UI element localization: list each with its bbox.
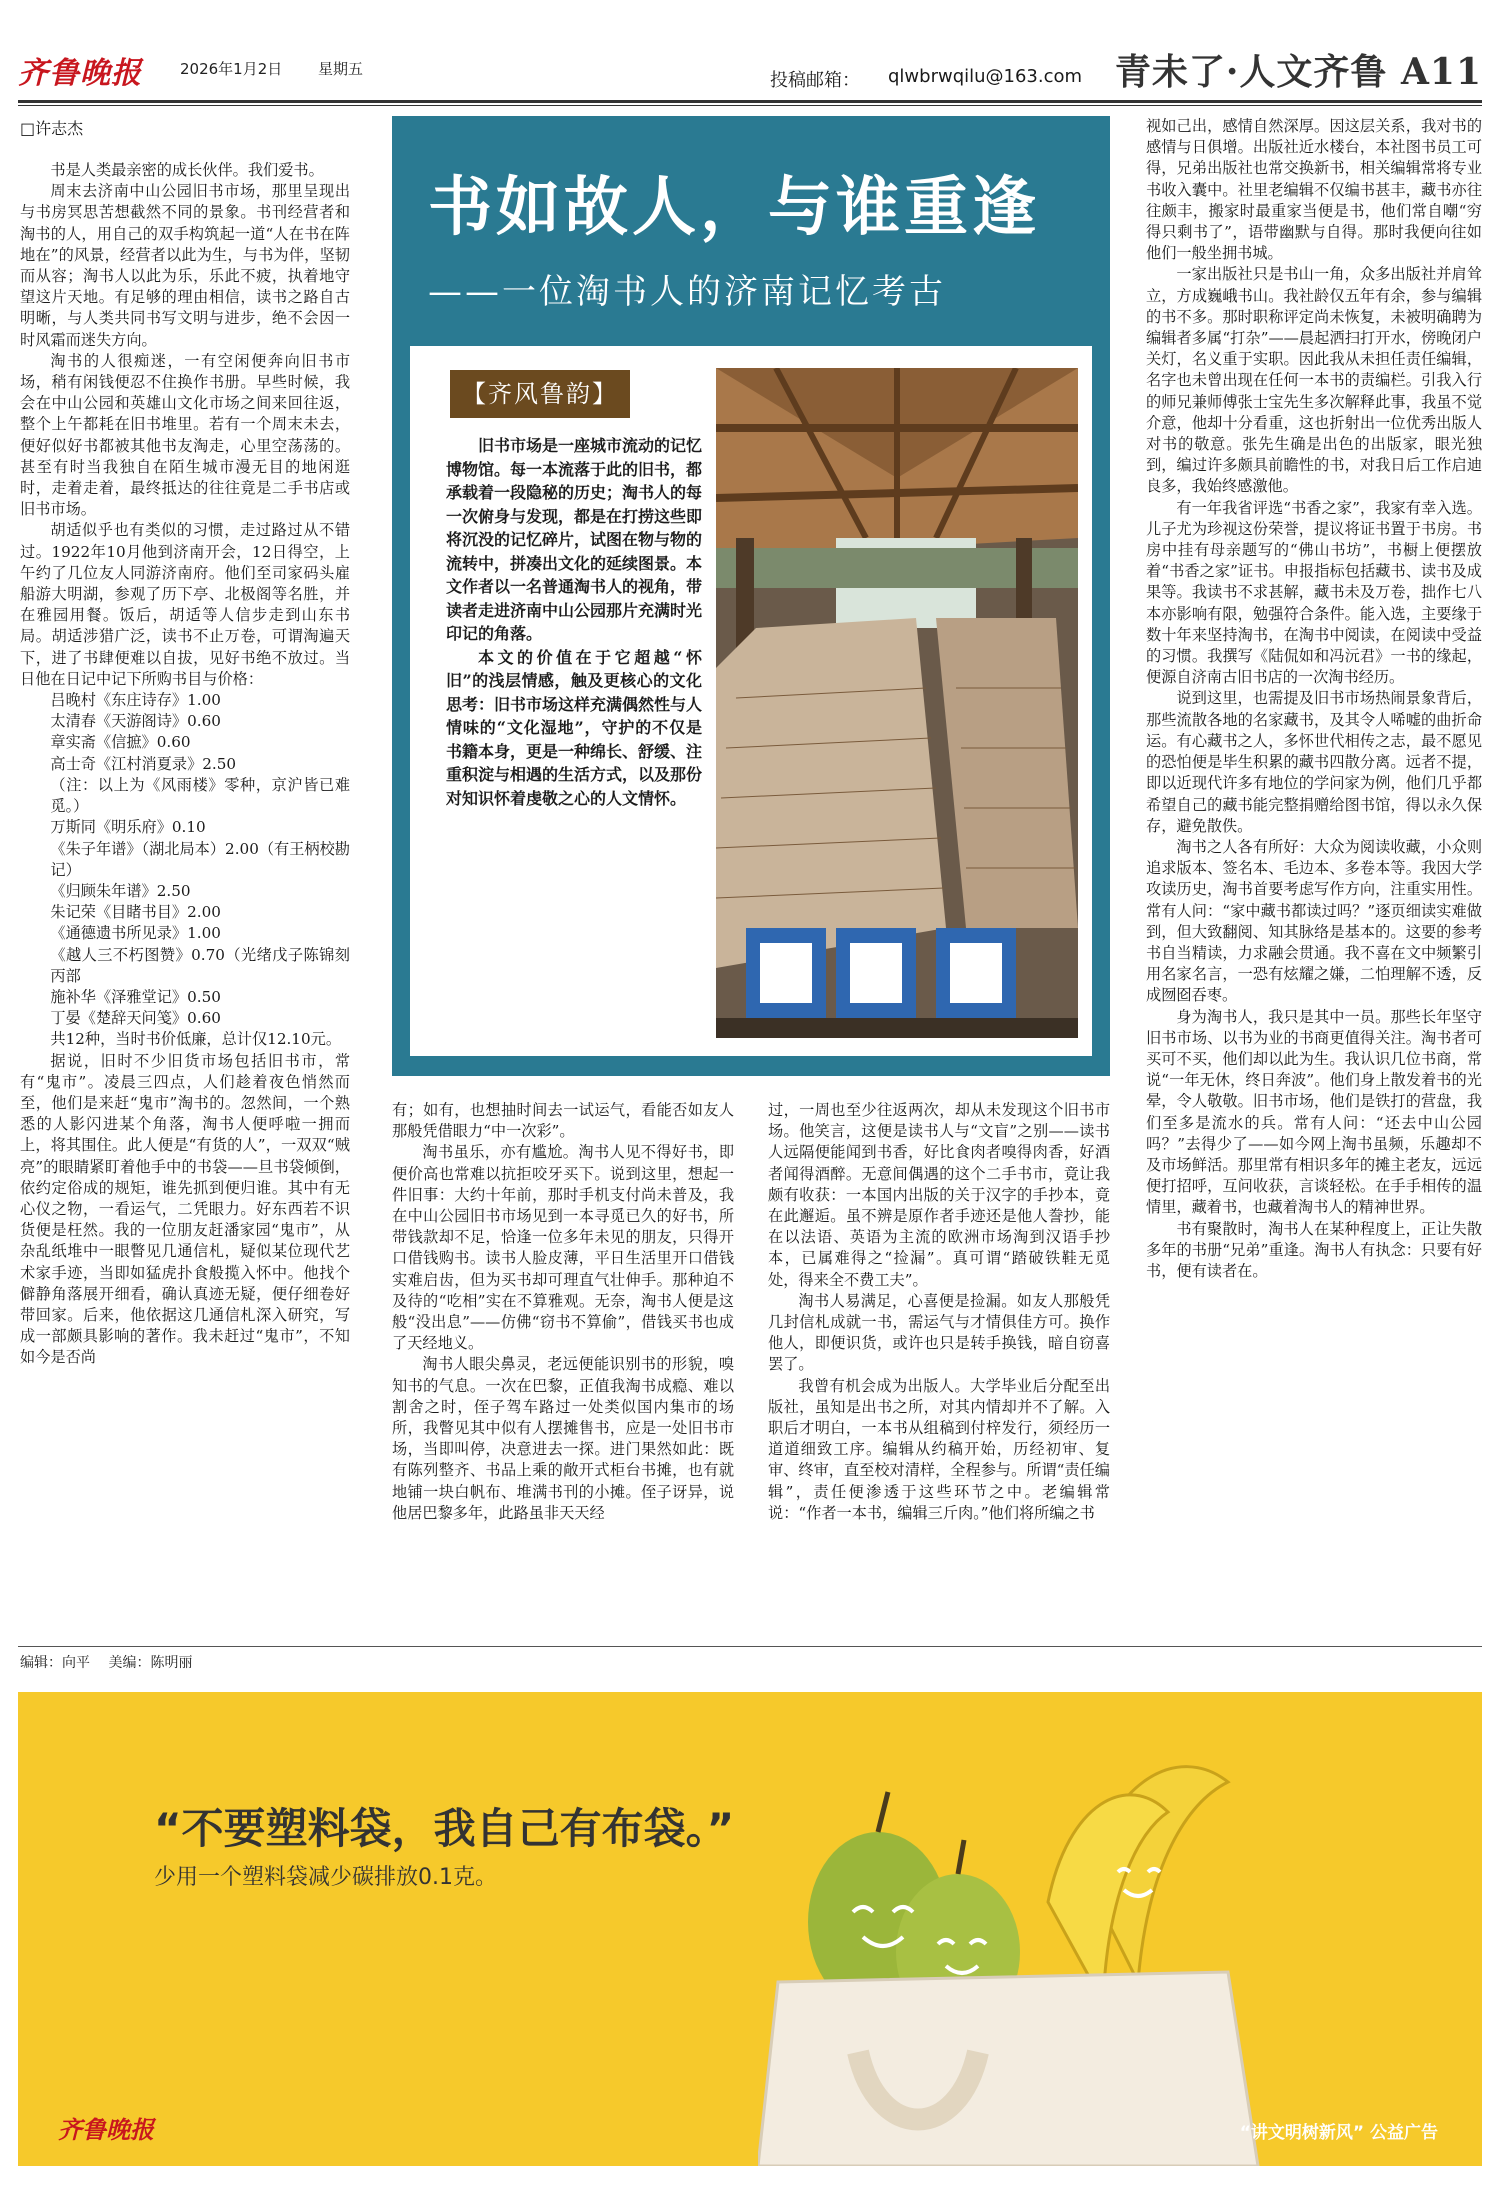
paragraph: 我曾有机会成为出版人。大学毕业后分配至出版社，虽知是出书之所，对其内情却并不了解。入职后才明白，一本书从组稿到付梓发行，须经历一道道细致工序。编辑从约稿开始，历经初审、复审、终审，直至校对清样，全程参与。所谓“责任编辑”，责任便渗透于这些环节之中。老编辑常说：“作者一本书，编辑三斤肉。”他们将所编之书 bbox=[768, 1376, 1110, 1522]
book-list-item: 万斯同《明乐府》0.10 bbox=[50, 818, 206, 837]
paragraph: 淘书之人各有所好：大众为阅读收藏，小众则追求版本、签名本、毛边本、多卷本等。我因大学攻读历史，淘书首要考虑写作方向，注重实用性。常有人问：“家中藏书都读过吗？”逐页细读实难做到，但大致翻阅、知其脉络是基本的。这要的参考书自当精读，力求融会贯通。我不喜在文中频繁引用名家名言，一恐有炫耀之嫌，二怕理解不透，反成囫囵吞枣。 bbox=[1146, 837, 1482, 1005]
editor-credit: 编辑：向平 bbox=[20, 1655, 90, 1671]
book-list-item: 施补华《泽雅堂记》0.50 bbox=[50, 987, 221, 1006]
book-list-item: 丁晏《楚辞天问笺》0.60 bbox=[50, 1009, 221, 1028]
paragraph: 身为淘书人，我只是其中一员。那些长年坚守旧书市场、以书为业的书商更值得关注。淘书者可买可不买，他们却以此为生。我认识几位书商，常说“一年无休，终日奔波”。他们身上散发着书的光晕，令人敬敬。旧书市场，他们是铁打的营盘，我们至多是流水的兵。常有人问：“还去中山公园吗？”去得少了——如今网上淘书虽频，乐趣却不及市场鲜活。那里常有相识多年的摊主老友，远远便打招呼，互问收获，言谈轻松。在手手相传的温情里，藏着书，也藏着淘书人的精神世界。 bbox=[1146, 1007, 1482, 1217]
public-service-ad bbox=[18, 1692, 1482, 2166]
book-list-item: 吕晚村《东庄诗存》1.00 bbox=[50, 691, 221, 710]
paragraph: 一家出版社只是书山一角，众多出版社并肩耸立，方成巍峨书山。我社龄仅五年有余，参与编辑的书不多。那时职称评定尚未恢复，未被明确聘为编辑者多属“打杂”——晨起洒扫打开水，傍晚闭户关灯，名义重于实职。因此我从未担任责任编辑，名字也未曾出现在任何一本书的责编栏。引我入行的师兄兼师傅张士宝先生多次解释此事，我虽不觉介意，他却十分看重，这也折射出一位优秀出版人对书的敬意。张先生确是出色的出版家，眼光独到，编过许多颇具前瞻性的书，对我日后工作启迪良多，我始终感激他。 bbox=[1146, 265, 1482, 496]
ad-logo: 齐鲁晚报 bbox=[58, 2116, 154, 2144]
credits bbox=[20, 1652, 206, 1672]
book-list-item: 《归顾朱年谱》2.50 bbox=[50, 881, 191, 900]
paragraph: 淘书的人很痴迷，一有空闲便奔向旧书市场，稍有闲钱便忍不住换作书册。早些时候，我会在中山公园和英雄山文化市场之间来回往返，整个上午都耗在旧书堆里。若有一个周末未去，便好似好书都被其他书友淘走，心里空荡荡的。甚至有时当我独自在陌生城市漫无目的地闲逛时，走着走着，最终抵达的往往竟是二手书店或旧书市场。 bbox=[20, 351, 350, 519]
email-label: 投稿邮箱： bbox=[770, 70, 860, 91]
editor-intro bbox=[446, 434, 702, 810]
paragraph: 周末去济南中山公园旧书市场，那里呈现出与书房冥思苦想截然不同的景象。书刊经营者和淘书的人，用自己的双手构筑起一道“人在书在阵地在”的风景，经营者以此为生，与书为伴，坚韧而从容；淘书人以此为乐，乐此不疲，执着地守望这片天地。有足够的理由相信，读书之路自古明晰，与人类共同书写文明与进步，绝不会因一时风霜而迷失方向。 bbox=[20, 182, 350, 349]
book-list-item: 高士奇《江村消夏录》2.50 bbox=[50, 754, 237, 773]
book-list-item: 朱记荣《目睹书目》2.00 bbox=[50, 903, 221, 922]
paragraph: 说到这里，也需提及旧书市场热闹景象背后，那些流散各地的名家藏书，及其令人唏嘘的曲折命运。有心藏书之人，多怀世代相传之志，最不愿见的恐怕便是毕生积累的藏书四散分离。远者不提，即以近现代许多有地位的学问家为例，他们几乎都希望自己的藏书能完整捐赠给图书馆，得以永久保存，避免散佚。 bbox=[1146, 689, 1482, 835]
footer-rule bbox=[18, 1646, 1482, 1647]
ad-campaign-note: “讲文明树新风” 公益广告 bbox=[1239, 2123, 1438, 2143]
article-column-4 bbox=[1146, 116, 1482, 1630]
designer-credit: 美编：陈明丽 bbox=[108, 1655, 193, 1671]
header-rule-thin bbox=[18, 105, 1482, 106]
section-title: 青未了·人文齐鲁 A11 bbox=[1114, 51, 1482, 93]
paragraph: 过，一周也至少往返两次，却从未发现这个旧书市场。他笑言，这便是读书人与“文盲”之别——读书人远隔便能闻到书香，好比食肉者嗅得肉香，好酒者闻得酒醉。无意间偶遇的这个二手书市，竟让我颇有收获：一本国内出版的关于汉字的手抄本，竟在此邂逅。虽不辨是原作者手迹还是他人誊抄，能在以法语、英语为主流的欧洲市场淘到汉语手抄本，已属难得之“捡漏”。真可谓“踏破铁鞋无觅处，得来全不费工夫”。 bbox=[768, 1101, 1110, 1289]
book-list-note: （注：以上为《风雨楼》零种，京沪皆已难觅。） bbox=[50, 775, 350, 816]
ad-subline: 少用一个塑料袋减少碳排放0.1克。 bbox=[154, 1865, 497, 1890]
bookmarket-photo bbox=[716, 368, 1078, 1038]
issue-date: 2026年1月2日 bbox=[180, 60, 283, 78]
paragraph: 淘书虽乐，亦有尴尬。淘书人见不得好书，即便价高也常难以抗拒咬牙买下。说到这里，想起一件旧事：大约十年前，那时手机支付尚未普及，我在中山公园旧书市场见到一本寻觅已久的好书，所带钱款却不足，恰逢一位多年未见的朋友，只得开口借钱购书。读书人脸皮薄，平日生活里开口借钱实难启齿，但为买书却可理直气壮伸手。那种迫不及待的“吃相”实在不算雅观。无奈，淘书人便是这般“没出息”——仿佛“窃书不算偷”，借钱买书也成了天经地义。 bbox=[392, 1143, 734, 1353]
paragraph: 有一年我省评选“书香之家”，我家有幸入选。儿子尤为珍视这份荣誉，提议将证书置于书房。书房中挂有母亲题写的“佛山书坊”，书橱上便摆放着“书香之家”证书。申报指标包括藏书、读书及成果等。我读书不求甚解，藏书未及万卷，拙作七八本亦影响有限，勉强符合条件。能入选，主要缘于数十年来坚持淘书，在淘书中阅读，在阅读中受益的习惯。我撰写《陆侃如和冯沅君》一书的缘起，便源自济南古旧书店的一次淘书经历。 bbox=[1146, 498, 1482, 687]
paragraph: 书是人类最亲密的成长伙伴。我们爱书。 bbox=[50, 161, 324, 179]
paragraph: 共12种，当时书价低廉，总计仅12.10元。 bbox=[50, 1030, 342, 1049]
article-column-3 bbox=[768, 1100, 1110, 1630]
intro-paragraph: 旧书市场是一座城市流动的记忆博物馆。每一本流落于此的旧书，都承载着一段隐秘的历史；淘书人的每一次俯身与发现，都是在打捞这些即将沉没的记忆碎片，试图在物与物的流转中，拼凑出文化的延续图景。本文作者以一名普通淘书人的视角，带读者走进济南中山公园那片充满时光印记的角落。 bbox=[446, 436, 703, 643]
paragraph: 淘书人易满足，心喜便是捡漏。如友人那般凭几封信札成就一书，需运气与才情俱佳方可。换作他人，即便识货，或许也只是转手换钱，暗自窃喜罢了。 bbox=[768, 1291, 1110, 1374]
feature-inner-panel bbox=[410, 346, 1092, 1056]
paragraph: 书有聚散时，淘书人在某种程度上，正让失散多年的书册“兄弟”重逢。淘书人有执念：只要有好书，便有读者在。 bbox=[1146, 1219, 1482, 1280]
header-rule bbox=[18, 100, 1482, 103]
book-list-item: 太清春《天游阁诗》0.60 bbox=[50, 712, 221, 731]
paragraph: 淘书人眼尖鼻灵，老远便能识别书的形貌，嗅知书的气息。一次在巴黎，正值我淘书成瘾、难以割舍之时，侄子驾车路过一处类似国内集市的场所，我瞥见其中似有人摆摊售书，应是一处旧书市场，当即叫停，决意进去一探。进门果然如此：既有陈列整齐、书品上乘的敞开式柜台书摊，也有就地铺一块白帆布、堆满书刊的小摊。侄子讶异，说他居巴黎多年，此路虽非天天经 bbox=[392, 1355, 734, 1522]
cloth-bag-fruit-illustration bbox=[758, 1722, 1278, 2166]
article-title: 书如故人，与谁重逢 bbox=[428, 170, 1040, 245]
ad-headline: “不要塑料袋，我自己有布袋。” bbox=[154, 1804, 735, 1853]
issue-weekday: 星期五 bbox=[318, 60, 364, 78]
intro-paragraph: 本文的价值在于它超越“怀旧”的浅层情感，触及更核心的文化思考：旧书市场这样充满偶然性与人情味的“文化湿地”，守护的不仅是书籍本身，更是一种绵长、舒缓、注重积淀与相遇的生活方式，以及那份对知识怀着虔敬之心的人文情怀。 bbox=[446, 647, 703, 808]
author-byline: □许志杰 bbox=[20, 119, 84, 138]
article-column-1 bbox=[20, 160, 350, 1630]
book-list-item: 《朱子年谱》（湖北局本）2.00（有王柄校勘记） bbox=[50, 839, 350, 879]
column-tag: 【齐风鲁韵】 bbox=[450, 370, 630, 418]
newspaper-logo: 齐鲁晚报 bbox=[18, 56, 142, 91]
paragraph: 有；如有，也想抽时间去一试运气，看能否如友人那般凭借眼力“中一次彩”。 bbox=[392, 1101, 734, 1141]
paragraph: 视如己出，感情自然深厚。因这层关系，我对书的感情与日俱增。出版社近水楼台，本社图书员工可得，兄弟出版社也常交换新书，相关编辑常将专业书收入囊中。社里老编辑不仅编书甚丰，藏书亦往往颇丰，搬家时最重家当便是书，他们常自嘲“穷得只剩书了”，语带幽默与自得。那时我便向往如他们一般坐拥书城。 bbox=[1146, 117, 1482, 263]
book-list-item: 《通德遗书所见录》1.00 bbox=[50, 924, 221, 943]
masthead bbox=[18, 44, 1482, 102]
book-list-item: 《越人三不朽图赞》0.70（光绪戊子陈锦刻丙部 bbox=[50, 945, 350, 985]
paragraph: 胡适似乎也有类似的习惯，走过路过从不错过。1922年10月他到济南开会，12日得空，上午约了几位友人同游济南府。他们至司家码头雇船游大明湖，参观了历下亭、北极阁等名胜，并在雅园用餐。饭后，胡适等人信步走到山东书局。胡适涉猎广泛，读书不止万卷，可谓淘遍天下，进了书肆便难以自拔，见好书绝不放过。当日他在日记中记下所购书目与价格： bbox=[20, 521, 350, 688]
paragraph: 据说，旧时不少旧货市场包括旧书市，常有“鬼市”。凌晨三四点，人们趁着夜色悄然而至，他们是来赶“鬼市”淘书的。忽然间，一个熟悉的人影闪进某个角落，淘书人便呼啦一拥而上，将其围住。此人便是“有货的人”，一双双“贼亮”的眼睛紧盯着他手中的书袋——旦书袋倾倒，依约定俗成的规矩，谁先抓到便归谁。其中有无心仪之物，一看运气，二凭眼力。好东西若不识货便是枉然。我的一位朋友赶潘家园“鬼市”，从杂乱纸堆中一眼瞥见几通信札，疑似某位现代艺术家手迹，当即如猛虎扑食般揽入怀中。他找个僻静角落展开细看，确认真迹无疑，便仔细卷好带回家。后来，他依据这几通信札深入研究，写成一部颇具影响的著作。我未赶过“鬼市”，不知如今是否尚 bbox=[20, 1051, 350, 1367]
article-subtitle: ——一位淘书人的济南记忆考古 bbox=[428, 272, 946, 312]
article-column-2 bbox=[392, 1100, 734, 1630]
book-list-item: 章实斋《信摭》0.60 bbox=[50, 733, 191, 752]
feature-box bbox=[392, 116, 1110, 1076]
submission-email[interactable]: qlwbrwqilu@163.com bbox=[888, 66, 1083, 87]
